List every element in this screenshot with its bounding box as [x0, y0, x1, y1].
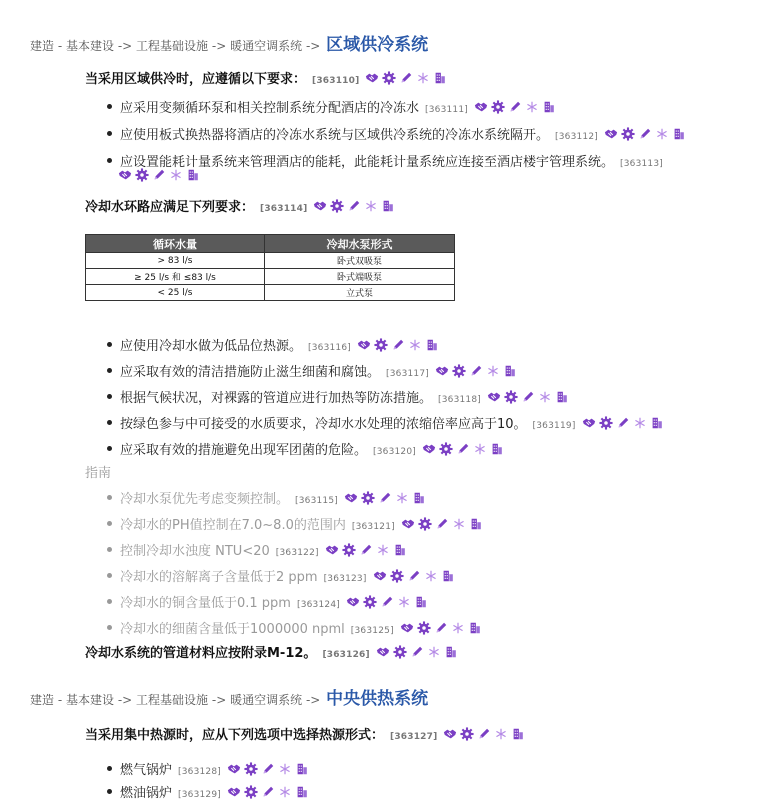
building-icon[interactable] [414, 595, 428, 609]
requirement-code: [363126] [322, 650, 370, 660]
building-icon[interactable] [412, 491, 426, 505]
building-icon[interactable] [433, 71, 447, 85]
guide-item-text: 控制冷却水浊度 NTU<20 [120, 544, 270, 559]
pencil-icon[interactable] [391, 338, 405, 352]
asterisk-icon[interactable] [424, 569, 438, 583]
action-icons [118, 168, 200, 182]
list-item-text: 燃气锅炉 [120, 763, 173, 778]
building-icon[interactable] [444, 645, 458, 659]
requirement-code: [363129] [178, 790, 221, 800]
asterisk-icon[interactable] [494, 727, 508, 741]
list-item-text: 按绿色参与中可接受的水质要求，冷却水水处理的浓缩倍率应高于10。 [120, 417, 527, 432]
table-cell: 立式泵 [265, 285, 455, 301]
asterisk-icon[interactable] [169, 168, 183, 182]
gear-icon[interactable] [621, 127, 635, 141]
action-icons [325, 543, 407, 557]
breadcrumb-item[interactable]: 基本建设 [66, 693, 115, 707]
handshake-icon[interactable] [357, 338, 371, 352]
breadcrumb-item[interactable]: 暖通空调系统 [230, 39, 303, 53]
list-item [120, 413, 664, 432]
action-icons [474, 100, 556, 114]
table-row [86, 285, 455, 301]
building-icon[interactable] [503, 364, 517, 378]
guide-item-text: 冷却水的PH值控制在7.0~8.0的范围内 [120, 518, 346, 533]
list-item [120, 361, 517, 380]
bullet-dot [107, 131, 112, 136]
breadcrumb-separator: - [57, 693, 66, 707]
requirement-code: [363125] [350, 626, 394, 636]
asterisk-icon[interactable] [416, 71, 430, 85]
action-icons [422, 442, 504, 456]
guide-item [120, 592, 428, 611]
requirement-text: 当采用区域供冷时，应遵循以下要求： [85, 72, 307, 87]
bullet-dot [107, 420, 112, 425]
requirement-code: [363116] [308, 343, 351, 353]
pencil-icon[interactable] [407, 569, 421, 583]
action-icons [373, 569, 455, 583]
list-item [120, 759, 309, 778]
pencil-icon[interactable] [261, 762, 275, 776]
action-icons [582, 416, 664, 430]
table-header: 冷却水泵形式 [265, 235, 455, 253]
handshake-icon[interactable] [400, 621, 414, 635]
requirement-code: [363121] [351, 522, 395, 532]
pencil-icon[interactable] [380, 595, 394, 609]
asterisk-icon[interactable] [397, 595, 411, 609]
gear-icon[interactable] [439, 442, 453, 456]
breadcrumb-separator: - [57, 39, 66, 53]
breadcrumb-item[interactable]: 工程基础设施 [136, 693, 209, 707]
requirement-code: [363110] [312, 76, 360, 86]
asterisk-icon[interactable] [538, 390, 552, 404]
table-cell: ≥ 25 l/s 和 ≤83 l/s [86, 269, 265, 285]
requirement-intro [85, 68, 447, 87]
gear-icon[interactable] [418, 517, 432, 531]
bullet-dot [107, 521, 112, 526]
gear-icon[interactable] [330, 199, 344, 213]
handshake-icon[interactable] [325, 543, 339, 557]
guide-item-text: 冷却水泵优先考虑变频控制。 [120, 492, 290, 507]
action-icons [365, 71, 447, 85]
list-item [120, 335, 439, 354]
requirement-code: [363117] [386, 369, 429, 379]
asterisk-icon[interactable] [278, 785, 292, 799]
gear-icon[interactable] [363, 595, 377, 609]
bullet-dot [107, 573, 112, 578]
guide-item [120, 488, 426, 507]
table-header-row [86, 235, 455, 253]
breadcrumb-separator: -> [117, 39, 137, 53]
list-item-text: 应采用变频循环泵和相关控制系统分配酒店的冷冻水 [120, 101, 420, 116]
breadcrumb-separator: -> [211, 693, 231, 707]
breadcrumb-separator: -> [305, 693, 325, 707]
breadcrumb-item[interactable]: 暖通空调系统 [230, 693, 303, 707]
bullet-dot [107, 446, 112, 451]
requirement-code: [363123] [323, 574, 367, 584]
list-item-text: 应使用板式换热器将酒店的冷冻水系统与区域供冷系统的冷冻水系统隔开。 [120, 128, 550, 143]
pencil-icon[interactable] [435, 517, 449, 531]
asterisk-icon[interactable] [486, 364, 500, 378]
list-item-text: 应采取有效的清洁措施防止滋生细菌和腐蚀。 [120, 365, 381, 380]
pencil-icon[interactable] [469, 364, 483, 378]
requirement-intro [85, 196, 395, 215]
building-icon[interactable] [295, 785, 309, 799]
guide-item [120, 566, 455, 585]
gear-icon[interactable] [491, 100, 505, 114]
table-cell: < 25 l/s [86, 285, 265, 301]
building-icon[interactable] [441, 569, 455, 583]
asterisk-icon[interactable] [452, 517, 466, 531]
bullet-dot [107, 547, 112, 552]
guide-item-text: 冷却水的溶解离子含量低于2 ppm [120, 570, 318, 585]
action-icons [227, 762, 309, 776]
asterisk-icon[interactable] [473, 442, 487, 456]
building-icon[interactable] [672, 127, 686, 141]
handshake-icon[interactable] [365, 71, 379, 85]
handshake-icon[interactable] [227, 785, 241, 799]
guide-item [120, 618, 482, 637]
bullet-dot [107, 495, 112, 500]
pencil-icon[interactable] [434, 621, 448, 635]
pencil-icon[interactable] [521, 390, 535, 404]
action-icons [313, 199, 395, 213]
requirement-intro [85, 724, 525, 743]
handshake-icon[interactable] [474, 100, 488, 114]
action-icons [400, 621, 482, 635]
building-icon[interactable] [295, 762, 309, 776]
handshake-icon[interactable] [604, 127, 618, 141]
building-icon[interactable] [650, 416, 664, 430]
bullet-dot [107, 625, 112, 630]
list-item-text: 应使用冷却水做为低品位热源。 [120, 339, 303, 354]
asterisk-icon[interactable] [427, 645, 441, 659]
pencil-icon[interactable] [616, 416, 630, 430]
requirement-code: [363127] [390, 732, 438, 742]
requirement-code: [363124] [296, 600, 340, 610]
pump-type-table [85, 234, 455, 301]
building-icon[interactable] [542, 100, 556, 114]
action-icons [401, 517, 483, 531]
gear-icon[interactable] [135, 168, 149, 182]
bullet-dot [107, 394, 112, 399]
list-item [120, 124, 686, 143]
table-row [86, 253, 455, 269]
bullet-dot [107, 104, 112, 109]
guide-item [120, 540, 407, 559]
asterisk-icon[interactable] [451, 621, 465, 635]
gear-icon[interactable] [452, 364, 466, 378]
table-row [86, 269, 455, 285]
bullet-dot [107, 368, 112, 373]
requirement-code: [363114] [260, 204, 308, 214]
gear-icon[interactable] [504, 390, 518, 404]
building-icon[interactable] [393, 543, 407, 557]
asterisk-icon[interactable] [395, 491, 409, 505]
gear-icon[interactable] [361, 491, 375, 505]
gear-icon[interactable] [390, 569, 404, 583]
breadcrumb-item[interactable]: 工程基础设施 [136, 39, 209, 53]
requirement-code: [363115] [295, 496, 338, 506]
action-icons [604, 127, 686, 141]
list-item [120, 387, 569, 406]
building-icon[interactable] [381, 199, 395, 213]
handshake-icon[interactable] [376, 645, 390, 659]
requirement-code: [363111] [425, 105, 468, 115]
action-icons [376, 645, 458, 659]
table-cell: 卧式双吸泵 [265, 253, 455, 269]
gear-icon[interactable] [599, 416, 613, 430]
handshake-icon[interactable] [487, 390, 501, 404]
action-icons [487, 390, 569, 404]
list-item [120, 151, 663, 170]
building-icon[interactable] [469, 517, 483, 531]
pencil-icon[interactable] [508, 100, 522, 114]
list-item-text: 燃油锅炉 [120, 786, 173, 801]
breadcrumb-item[interactable]: 基本建设 [66, 39, 115, 53]
breadcrumb-item[interactable]: 建造 [30, 693, 55, 707]
table-header: 循环水量 [86, 235, 265, 253]
pencil-icon[interactable] [638, 127, 652, 141]
bullet-dot [107, 789, 112, 794]
handshake-icon[interactable] [401, 517, 415, 531]
gear-icon[interactable] [382, 71, 396, 85]
handshake-icon[interactable] [346, 595, 360, 609]
pencil-icon[interactable] [410, 645, 424, 659]
list-item [120, 439, 504, 458]
table-cell: 卧式端吸泵 [265, 269, 455, 285]
handshake-icon[interactable] [373, 569, 387, 583]
list-item-text: 应设置能耗计量系统来管理酒店的能耗，此能耗计量系统应连接至酒店楼宇管理系统。 [120, 155, 615, 170]
asterisk-icon[interactable] [525, 100, 539, 114]
handshake-icon[interactable] [435, 364, 449, 378]
handshake-icon[interactable] [344, 491, 358, 505]
breadcrumb-separator: -> [117, 693, 137, 707]
requirement-intro [85, 642, 458, 661]
table-cell: > 83 l/s [86, 253, 265, 269]
building-icon[interactable] [490, 442, 504, 456]
pencil-icon[interactable] [347, 199, 361, 213]
section-title: 区域供冷系统 [326, 35, 429, 55]
list-item-text: 根据气候状况，对裸露的管道应进行加热等防冻措施。 [120, 391, 433, 406]
gear-icon[interactable] [342, 543, 356, 557]
action-icons [346, 595, 428, 609]
section-title: 中央供热系统 [326, 689, 429, 709]
asterisk-icon[interactable] [364, 199, 378, 213]
building-icon[interactable] [555, 390, 569, 404]
guide-label: 指南 [85, 466, 112, 481]
pencil-icon[interactable] [399, 71, 413, 85]
handshake-icon[interactable] [422, 442, 436, 456]
pencil-icon[interactable] [152, 168, 166, 182]
requirement-code: [363128] [178, 767, 221, 777]
requirement-text: 当采用集中热源时，应从下列选项中选择热源形式： [85, 728, 385, 743]
requirement-code: [363112] [555, 132, 598, 142]
action-icons [443, 727, 525, 741]
guide-item [120, 514, 483, 533]
bullet-dot [107, 599, 112, 604]
asterisk-icon[interactable] [376, 543, 390, 557]
requirement-text: 冷却水环路应满足下列要求： [85, 200, 255, 215]
gear-icon[interactable] [244, 785, 258, 799]
requirement-code: [363113] [620, 159, 663, 169]
handshake-icon[interactable] [443, 727, 457, 741]
gear-icon[interactable] [393, 645, 407, 659]
list-item-text: 应采取有效的措施避免出现军团菌的危险。 [120, 443, 368, 458]
bullet-dot [107, 158, 112, 163]
building-icon[interactable] [468, 621, 482, 635]
gear-icon[interactable] [460, 727, 474, 741]
pencil-icon[interactable] [378, 491, 392, 505]
action-icons [435, 364, 517, 378]
building-icon[interactable] [186, 168, 200, 182]
handshake-icon[interactable] [582, 416, 596, 430]
gear-icon[interactable] [417, 621, 431, 635]
handshake-icon[interactable] [313, 199, 327, 213]
gear-icon[interactable] [374, 338, 388, 352]
asterisk-icon[interactable] [408, 338, 422, 352]
breadcrumb [30, 30, 428, 55]
requirement-text: 冷却水系统的管道材料应按附录M-12。 [85, 646, 317, 661]
asterisk-icon[interactable] [655, 127, 669, 141]
asterisk-icon[interactable] [278, 762, 292, 776]
action-icons [357, 338, 439, 352]
requirement-code: [363119] [532, 421, 576, 431]
guide-item-text: 冷却水的铜含量低于0.1 ppm [120, 596, 291, 611]
list-item [120, 97, 556, 116]
guide-item-text: 冷却水的细菌含量低于1000000 npml [120, 622, 345, 637]
list-item-continuation [118, 168, 200, 184]
requirement-code: [363118] [438, 395, 481, 405]
requirement-code: [363120] [373, 447, 416, 457]
pencil-icon[interactable] [261, 785, 275, 799]
pencil-icon[interactable] [456, 442, 470, 456]
pencil-icon[interactable] [477, 727, 491, 741]
gear-icon[interactable] [244, 762, 258, 776]
breadcrumb-separator: -> [211, 39, 231, 53]
bullet-dot [107, 342, 112, 347]
breadcrumb-separator: -> [305, 39, 325, 53]
breadcrumb [30, 684, 428, 709]
asterisk-icon[interactable] [633, 416, 647, 430]
building-icon[interactable] [425, 338, 439, 352]
requirement-code: [363122] [275, 548, 319, 558]
action-icons [344, 491, 426, 505]
breadcrumb-item[interactable]: 建造 [30, 39, 55, 53]
handshake-icon[interactable] [118, 168, 132, 182]
list-item [120, 782, 309, 801]
action-icons [227, 785, 309, 799]
bullet-dot [107, 766, 112, 771]
pencil-icon[interactable] [359, 543, 373, 557]
building-icon[interactable] [511, 727, 525, 741]
handshake-icon[interactable] [227, 762, 241, 776]
